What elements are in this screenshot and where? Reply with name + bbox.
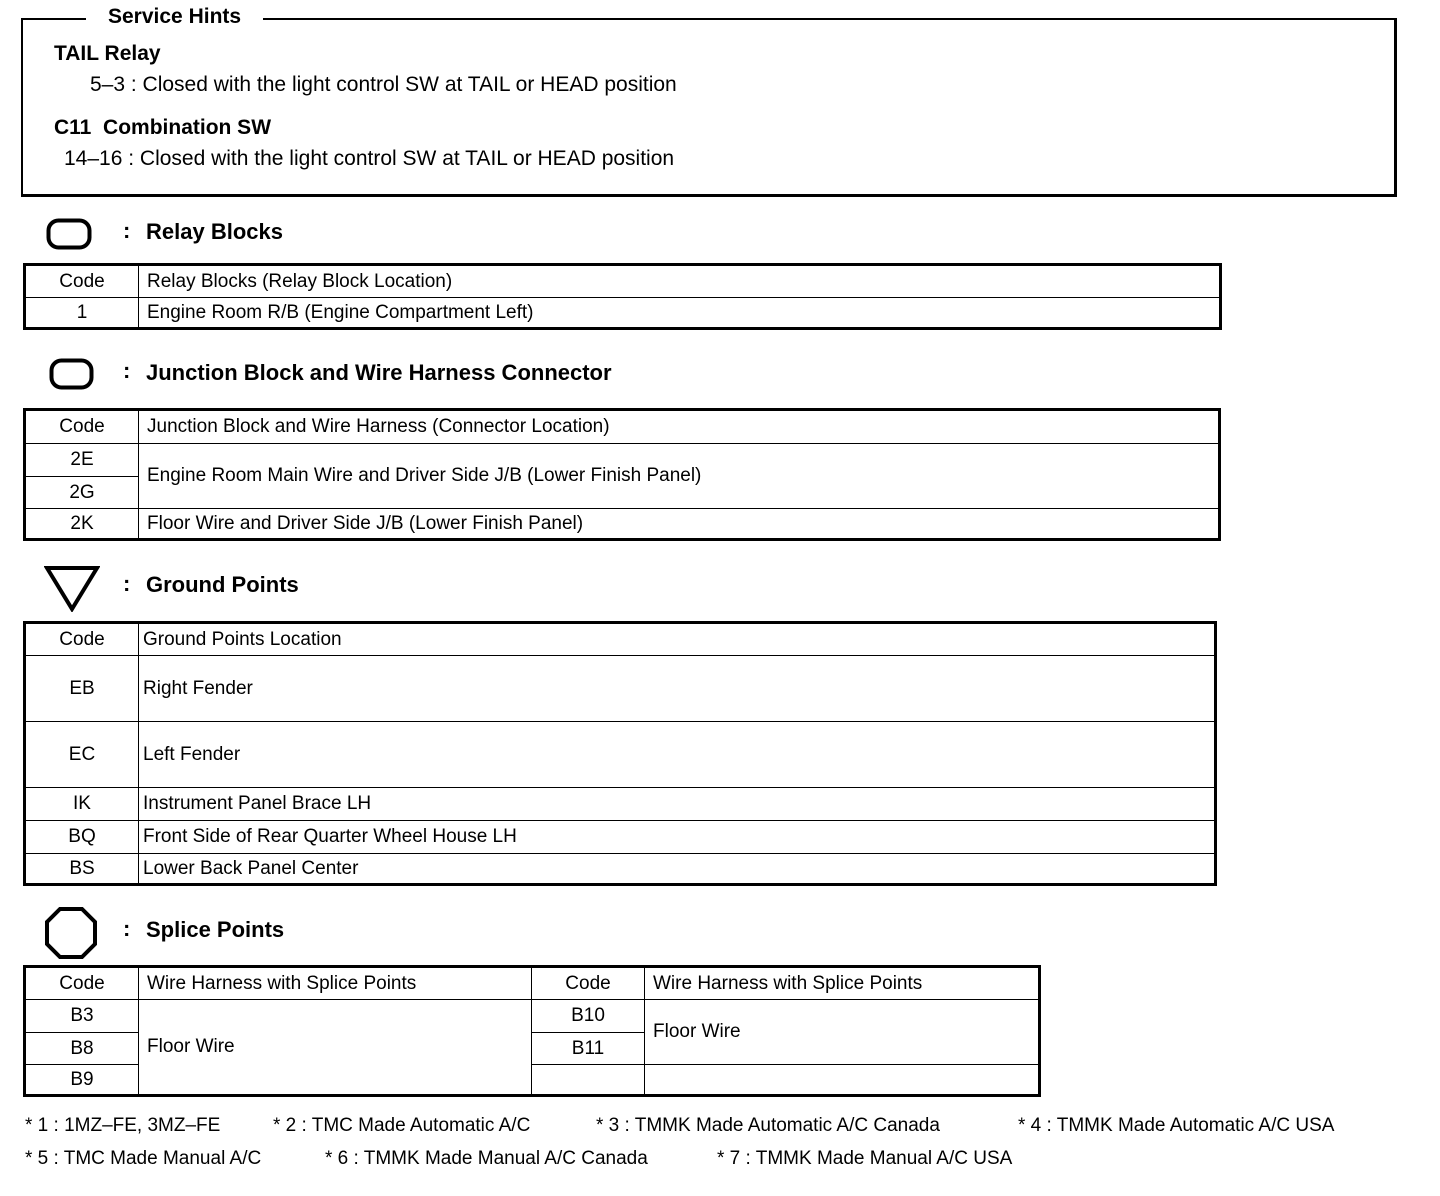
row-code-left: B9 <box>25 1065 139 1096</box>
tail-relay-heading: TAIL Relay <box>54 42 161 65</box>
row-code: IK <box>25 788 139 821</box>
footnote-4: * 4 : TMMK Made Automatic A/C USA <box>1018 1115 1335 1136</box>
row-code: EC <box>25 722 139 788</box>
row-code: 2E <box>25 444 139 477</box>
table-row <box>25 298 1221 329</box>
triangle-down-icon <box>44 564 100 612</box>
relay-blocks-title: Relay Blocks <box>146 219 283 244</box>
row-code-right <box>532 1065 645 1096</box>
ground-table <box>23 621 1217 886</box>
table-row <box>25 821 1216 854</box>
row-desc: Right Fender <box>139 656 1216 722</box>
ground-colon: : <box>123 571 131 596</box>
relay-blocks-colon: : <box>123 218 131 243</box>
octagon-icon <box>44 906 98 960</box>
junction-table <box>23 408 1221 541</box>
header-desc: Junction Block and Wire Harness (Connector Location) <box>139 410 1220 444</box>
row-desc: Instrument Panel Brace LH <box>139 788 1216 821</box>
table-row <box>25 444 1220 477</box>
splice-colon: : <box>123 916 131 941</box>
footnote-1: * 1 : 1MZ–FE, 3MZ–FE <box>25 1115 221 1136</box>
row-desc: Engine Room Main Wire and Driver Side J/B (Lower Finish Panel) <box>139 444 1220 509</box>
combination-sw-hint: 14–16 : Closed with the light control SW at TAIL or HEAD position <box>64 147 675 170</box>
row-code: 1 <box>25 298 139 329</box>
row-code-left: B3 <box>25 1000 139 1033</box>
row-code: EB <box>25 656 139 722</box>
header-desc: Relay Blocks (Relay Block Location) <box>139 265 1221 298</box>
row-code: 2K <box>25 509 139 540</box>
footnote-3: * 3 : TMMK Made Automatic A/C Canada <box>596 1115 940 1136</box>
header-code: Code <box>25 265 139 298</box>
footnote-7: * 7 : TMMK Made Manual A/C USA <box>717 1148 1013 1169</box>
junction-colon: : <box>123 358 131 383</box>
header-desc: Ground Points Location <box>139 623 1216 656</box>
table-row <box>25 509 1220 540</box>
splice-table <box>23 965 1041 1097</box>
junction-title: Junction Block and Wire Harness Connector <box>146 360 612 385</box>
table-row <box>25 722 1216 788</box>
header-code: Code <box>25 623 139 656</box>
row-desc: Left Fender <box>139 722 1216 788</box>
footnote-2: * 2 : TMC Made Automatic A/C <box>273 1115 531 1136</box>
header-desc-right: Wire Harness with Splice Points <box>645 967 1040 1000</box>
header-code-right: Code <box>532 967 645 1000</box>
row-code-left: B8 <box>25 1033 139 1065</box>
row-code: BS <box>25 854 139 885</box>
header-desc-left: Wire Harness with Splice Points <box>139 967 532 1000</box>
table-header-row <box>25 410 1220 444</box>
table-header-row <box>25 967 1040 1000</box>
row-desc-right: Floor Wire <box>645 1000 1040 1065</box>
table-header-row <box>25 623 1216 656</box>
row-code-right: B11 <box>532 1033 645 1065</box>
header-code-left: Code <box>25 967 139 1000</box>
row-desc-left: Floor Wire <box>139 1000 532 1096</box>
ground-title: Ground Points <box>146 572 299 597</box>
row-desc: Lower Back Panel Center <box>139 854 1216 885</box>
row-code: BQ <box>25 821 139 854</box>
row-desc-right-empty <box>645 1065 1040 1096</box>
table-row <box>25 788 1216 821</box>
row-code-right: B10 <box>532 1000 645 1033</box>
table-row <box>25 1000 1040 1033</box>
row-desc: Engine Room R/B (Engine Compartment Left) <box>139 298 1221 329</box>
tail-relay-hint: 5–3 : Closed with the light control SW at TAIL or HEAD position <box>90 73 677 96</box>
table-row <box>25 854 1216 885</box>
splice-title: Splice Points <box>146 917 285 942</box>
row-desc: Floor Wire and Driver Side J/B (Lower Finish Panel) <box>139 509 1220 540</box>
rounded-rect-icon <box>49 358 95 390</box>
header-code: Code <box>25 410 139 444</box>
relay-blocks-table <box>23 263 1222 330</box>
service-hints-title: Service Hints <box>86 5 263 29</box>
rounded-rect-icon <box>46 218 92 250</box>
combination-sw-heading: C11 Combination SW <box>54 116 272 139</box>
footnote-6: * 6 : TMMK Made Manual A/C Canada <box>325 1148 648 1169</box>
row-desc: Front Side of Rear Quarter Wheel House LH <box>139 821 1216 854</box>
table-row <box>25 656 1216 722</box>
row-code: 2G <box>25 477 139 509</box>
table-header-row <box>25 265 1221 298</box>
footnote-5: * 5 : TMC Made Manual A/C <box>25 1148 262 1169</box>
